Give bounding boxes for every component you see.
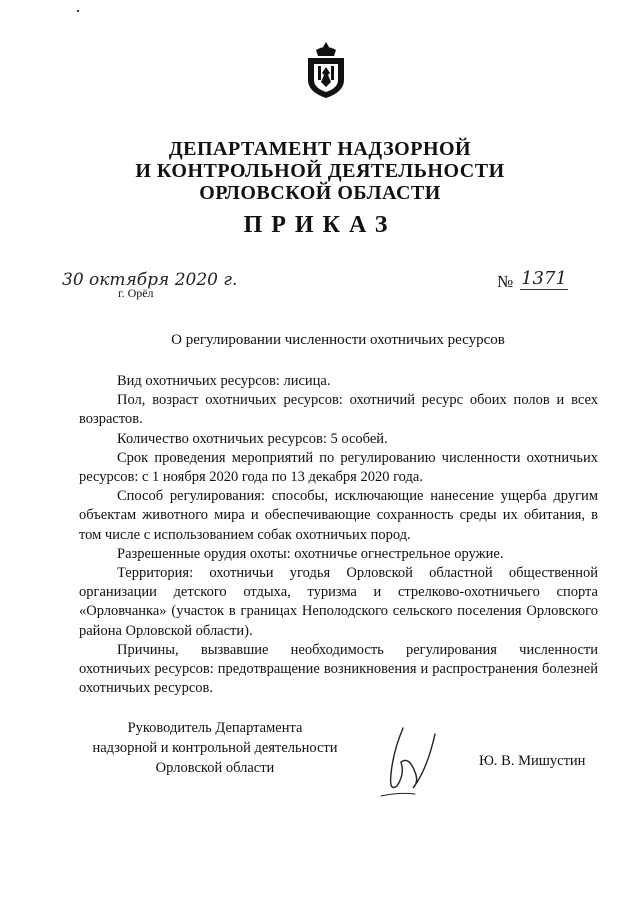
department-name-line-2: И КОНТРОЛЬНОЙ ДЕЯТЕЛЬНОСТИ bbox=[135, 160, 505, 182]
order-number-sign: № bbox=[497, 272, 514, 291]
paragraph-weapons: Разрешенные орудия охоты: охотничье огнестрельное оружие. bbox=[117, 545, 504, 562]
paragraph-reasons: Причины, вызвавшие необходимость регулирования численности охотничьих ресурсов: предотвращение возникновения и распространения болезней охотничьих ресурсов. bbox=[79, 641, 598, 697]
order-number: 1371 bbox=[521, 268, 567, 289]
department-name-line-1: ДЕПАРТАМЕНТ НАДЗОРНОЙ bbox=[168, 138, 472, 160]
order-body bbox=[79, 372, 598, 698]
scan-speck bbox=[77, 10, 79, 12]
department-name-line-3: ОРЛОВСКОЙ ОБЛАСТИ bbox=[199, 182, 441, 204]
signatory-title bbox=[80, 718, 350, 778]
signatory-title-line-2: надзорной и контрольной деятельности bbox=[92, 740, 338, 756]
paragraph-period: Срок проведения мероприятий по регулированию численности охотничьих ресурсов: с 1 ноября 2020 года по 13 декабря 2020 года. bbox=[79, 449, 598, 486]
order-subject: О регулировании численности охотничьих ресурсов bbox=[171, 332, 505, 348]
order-date: 30 октября 2020 г. bbox=[62, 270, 238, 290]
handwritten-signature bbox=[375, 722, 445, 802]
signatory-name: Ю. В. Мишустин bbox=[479, 753, 586, 769]
signatory-title-line-1: Руководитель Департамента bbox=[127, 720, 303, 736]
document-type-heading: ПРИКАЗ bbox=[243, 212, 397, 238]
paragraph-quantity: Количество охотничьих ресурсов: 5 особей. bbox=[117, 430, 388, 447]
signatory-title-line-3: Орловской области bbox=[155, 760, 275, 776]
order-city: г. Орёл bbox=[118, 286, 154, 300]
paragraph-territory: Территория: охотничьи угодья Орловской областной общественной организации детского отдыха, туризма и стрелково-охотничьего спорта «Орловчанка» (участок в границах Неполодского сельского поселения Орловского района Орловской области). bbox=[79, 565, 598, 639]
paragraph-resource-type: Вид охотничьих ресурсов: лисица. bbox=[117, 373, 331, 389]
coat-of-arms-icon bbox=[304, 40, 348, 100]
paragraph-sex-age: Пол, возраст охотничьих ресурсов: охотничий ресурс обоих полов и всех возрастов. bbox=[79, 392, 598, 428]
paragraph-method: Способ регулирования: способы, исключающие нанесение ущерба другим объектам животного мира и обеспечивающие сохранность среды их обитания, в том числе с использованием собак охотничьих пород. bbox=[79, 488, 598, 543]
